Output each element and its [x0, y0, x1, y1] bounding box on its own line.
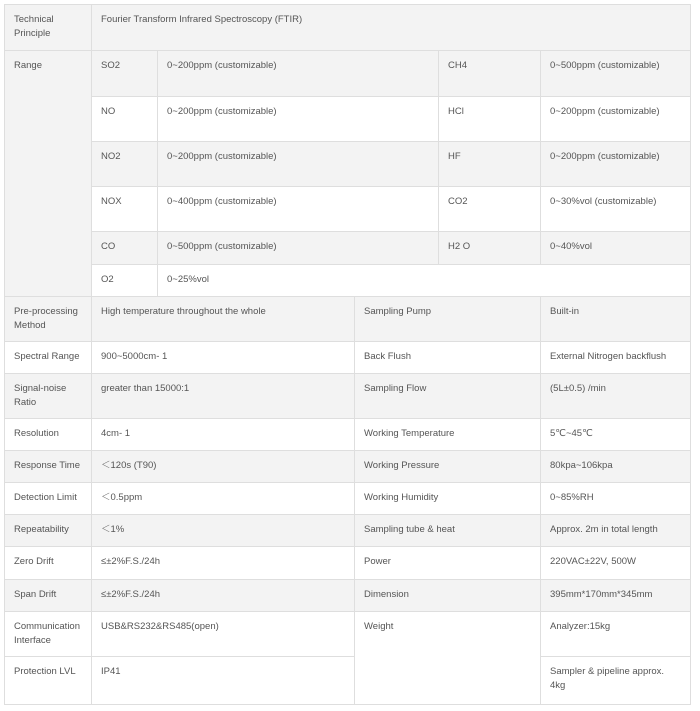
spec-value: 395mm*170mm*345mm	[541, 580, 691, 612]
spec-label: Power	[355, 547, 541, 580]
spec-label: Spectral Range	[5, 342, 92, 374]
spec-table	[4, 4, 691, 705]
spec-row	[5, 515, 691, 547]
spec-value: Approx. 2m in total length	[541, 515, 691, 547]
range-value: 0~400ppm (customizable)	[158, 187, 439, 232]
spec-label: Protection LVL	[5, 657, 92, 705]
range-value: 0~30%vol (customizable)	[541, 187, 691, 232]
range-value: 0~40%vol	[541, 232, 691, 265]
spec-label: Response Time	[5, 451, 92, 483]
range-gas: SO2	[92, 51, 158, 97]
spec-value: 220VAC±22V, 500W	[541, 547, 691, 580]
spec-label: Dimension	[355, 580, 541, 612]
spec-label: Sampling Flow	[355, 374, 541, 419]
range-row	[5, 97, 691, 142]
spec-value: ≤±2%F.S./24h	[92, 580, 355, 612]
range-label: Range	[5, 51, 92, 297]
range-value: 0~200ppm (customizable)	[158, 51, 439, 97]
range-value: 0~200ppm (customizable)	[541, 142, 691, 187]
range-row	[5, 265, 691, 297]
range-gas: HF	[439, 142, 541, 187]
technical-principle-label: Technical Principle	[5, 5, 92, 51]
range-gas: O2	[92, 265, 158, 297]
range-gas: NO2	[92, 142, 158, 187]
technical-principle-value: Fourier Transform Infrared Spectroscopy (FTIR)	[92, 5, 691, 51]
spec-value: 5℃~45℃	[541, 419, 691, 451]
spec-row	[5, 483, 691, 515]
range-row	[5, 232, 691, 265]
spec-label: Working Humidity	[355, 483, 541, 515]
spec-value: 0~85%RH	[541, 483, 691, 515]
spec-value: USB&RS232&RS485(open)	[92, 612, 355, 657]
spec-label: Resolution	[5, 419, 92, 451]
range-gas: CO	[92, 232, 158, 265]
range-gas: CH4	[439, 51, 541, 97]
range-value: 0~25%vol	[158, 265, 691, 297]
spec-label: Zero Drift	[5, 547, 92, 580]
spec-value: Built-in	[541, 297, 691, 342]
range-gas: CO2	[439, 187, 541, 232]
spec-value: Analyzer:15kg	[541, 612, 691, 657]
spec-value: External Nitrogen backflush	[541, 342, 691, 374]
range-row	[5, 142, 691, 187]
spec-row	[5, 342, 691, 374]
spec-value: ＜1%	[92, 515, 355, 547]
spec-value: (5L±0.5) /min	[541, 374, 691, 419]
range-gas: HCl	[439, 97, 541, 142]
range-value: 0~200ppm (customizable)	[158, 142, 439, 187]
row-technical-principle	[5, 5, 691, 51]
spec-row	[5, 297, 691, 342]
spec-row	[5, 612, 691, 657]
spec-label: Span Drift	[5, 580, 92, 612]
range-row	[5, 51, 691, 97]
spec-row	[5, 580, 691, 612]
range-value: 0~500ppm (customizable)	[541, 51, 691, 97]
spec-label: Back Flush	[355, 342, 541, 374]
spec-label: Communication Interface	[5, 612, 92, 657]
spec-value: 80kpa~106kpa	[541, 451, 691, 483]
spec-row	[5, 451, 691, 483]
spec-label: Sampling tube & heat	[355, 515, 541, 547]
spec-row	[5, 374, 691, 419]
range-gas: NO	[92, 97, 158, 142]
spec-label: Repeatability	[5, 515, 92, 547]
spec-label: Signal-noise Ratio	[5, 374, 92, 419]
spec-row	[5, 419, 691, 451]
range-value: 0~200ppm (customizable)	[158, 97, 439, 142]
range-gas: NOX	[92, 187, 158, 232]
spec-value: IP41	[92, 657, 355, 705]
spec-label: Working Pressure	[355, 451, 541, 483]
spec-row	[5, 657, 691, 705]
range-row	[5, 187, 691, 232]
spec-row	[5, 547, 691, 580]
spec-value: ≤±2%F.S./24h	[92, 547, 355, 580]
spec-label: Weight	[355, 612, 541, 705]
spec-value: High temperature throughout the whole	[92, 297, 355, 342]
spec-value: ＜120s (T90)	[92, 451, 355, 483]
spec-label: Detection Limit	[5, 483, 92, 515]
spec-label: Working Temperature	[355, 419, 541, 451]
range-value: 0~500ppm (customizable)	[158, 232, 439, 265]
spec-label: Pre-processing Method	[5, 297, 92, 342]
spec-label: Sampling Pump	[355, 297, 541, 342]
spec-value: greater than 15000:1	[92, 374, 355, 419]
spec-value: ＜0.5ppm	[92, 483, 355, 515]
range-value: 0~200ppm (customizable)	[541, 97, 691, 142]
spec-value: 900~5000cm- 1	[92, 342, 355, 374]
spec-value: 4cm- 1	[92, 419, 355, 451]
range-gas: H2 O	[439, 232, 541, 265]
spec-value: Sampler & pipeline approx. 4kg	[541, 657, 691, 705]
